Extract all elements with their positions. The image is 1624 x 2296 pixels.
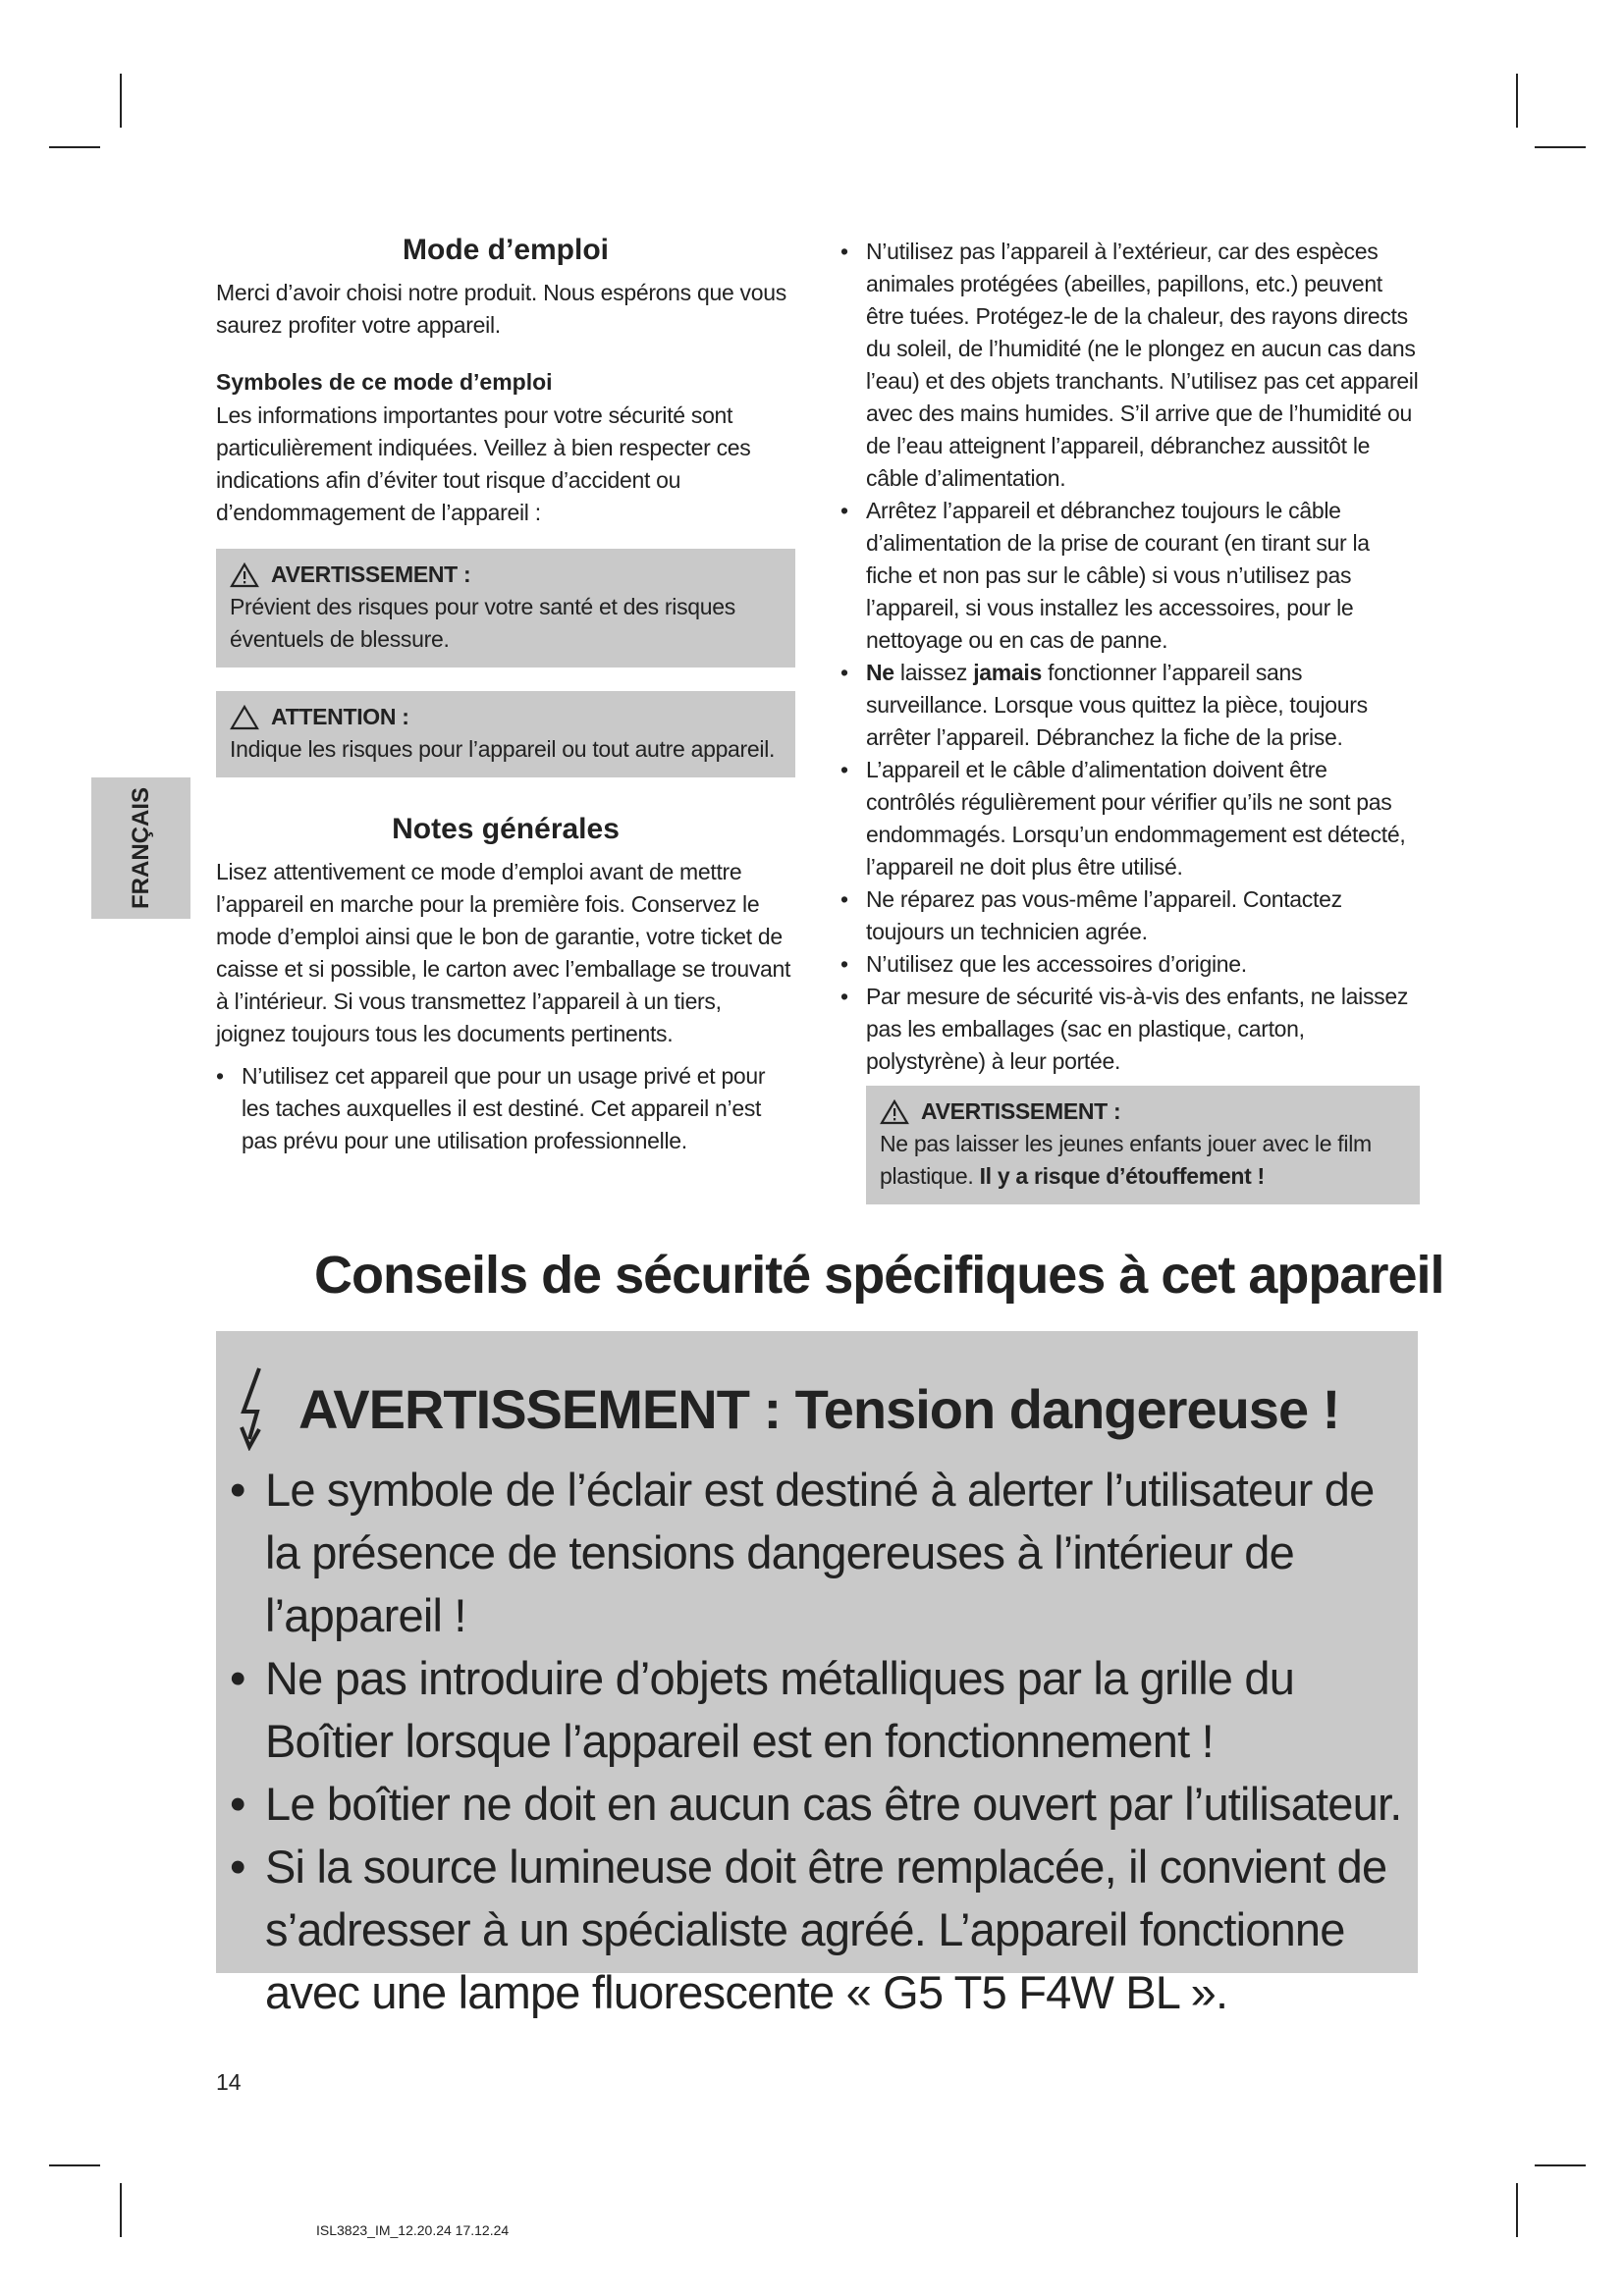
voltage-warning-heading: AVERTISSEMENT : Tension dangereuse !: [298, 1377, 1340, 1440]
list-item: • Le boîtier ne doit en aucun cas être ouvert par l’utilisateur.: [230, 1773, 1408, 1836]
crop-mark: [49, 146, 100, 148]
bullet-mark: •: [840, 239, 848, 264]
notes-title: Notes générales: [392, 813, 620, 845]
bullet-mark: •: [230, 1841, 245, 1893]
symbols-heading: Symboles de ce mode d’emploi: [216, 369, 553, 395]
list-item: • Ne réparez pas vous-même l’appareil. Contactez toujours un technicien agrée.: [840, 883, 1420, 948]
crop-mark: [1535, 146, 1586, 148]
list-item: • N’utilisez cet appareil que pour un usage privé et pour les taches auxquelles il est destiné. Cet appareil n’est pas prévu pour une utilisation professionnelle.: [216, 1060, 795, 1157]
bullet-mark: •: [840, 886, 848, 912]
bullet-mark: •: [840, 660, 848, 685]
list-item: • N’utilisez que les accessoires d’origine.: [840, 948, 1420, 981]
crop-mark: [1516, 74, 1518, 128]
warning-text: Prévient des risques pour votre santé et des risques éventuels de blessure.: [230, 594, 735, 652]
attention-text: Indique les risques pour l’appareil ou tout autre appareil.: [230, 736, 776, 762]
warning-box: [216, 549, 795, 667]
safety-title: Conseils de sécurité spécifiques à cet appareil: [314, 1246, 1444, 1305]
bullet-mark: •: [840, 951, 848, 977]
child-warning-box: [866, 1086, 1420, 1204]
crop-mark: [1535, 2164, 1586, 2166]
list-item: • Le symbole de l’éclair est destiné à alerter l’utilisateur de la présence de tensions dangereuses à l’intérieur de l’appareil !: [230, 1459, 1408, 1647]
crop-mark: [120, 2183, 122, 2237]
voltage-warning-box: [216, 1331, 1418, 2018]
lightning-bolt-icon: [236, 1366, 281, 1451]
crop-mark: [49, 2164, 100, 2166]
safety-bullets: [840, 236, 1420, 1078]
left-column: [216, 234, 795, 1157]
list-item: • Par mesure de sécurité vis-à-vis des enfants, ne laissez pas les emballages (sac en plastique, carton, polystyrène) à leur portée.: [840, 981, 1420, 1078]
attention-box: [216, 691, 795, 777]
warning-triangle-icon: [230, 562, 259, 588]
page-number: 14: [216, 2069, 242, 2095]
attention-triangle-icon: [230, 705, 259, 730]
notes-text: Lisez attentivement ce mode d’emploi avant de mettre l’appareil en marche pour la première fois. Conservez le mode d’emploi ainsi que le bon de garantie, votre ticket de caisse et si possible, le carton avec l’emballage se trouvant à l’intérieur. Si vous transmettez l’appareil à un tiers, joignez toujours tous les documents pertinents.: [216, 859, 791, 1046]
list-item: • Si la source lumineuse doit être remplacée, il convient de s’adresser à un spécialiste agréé. L’appareil fonctionne avec une lampe fluorescente « G5 T5 F4W BL ».: [230, 1836, 1408, 2024]
child-warning-label: AVERTISSEMENT :: [921, 1098, 1121, 1124]
bullet-mark: •: [230, 1464, 245, 1516]
bullet-mark: •: [230, 1652, 245, 1704]
warning-triangle-icon: [880, 1099, 909, 1125]
crop-mark: [1516, 2183, 1518, 2237]
list-item: • N’utilisez pas l’appareil à l’extérieur, car des espèces animales protégées (abeilles, papillons, etc.) peuvent être tuées. Protégez-le de la chaleur, des rayons directs du soleil, de l’humidité (ne le plongez en aucun cas dans l’eau) et des objets tranchants. N’utilisez pas cet appareil avec des mains humides. S’il arrive que de l’humidité ou de l’eau atteignent l’appareil, débranchez aussitôt le câble d’alimentation.: [840, 236, 1420, 495]
right-column: [840, 236, 1420, 1204]
list-item: • Ne laissez jamais fonctionner l’appareil sans surveillance. Lorsque vous quittez la pièce, toujours arrêter l’appareil. Débranchez la fiche de la prise.: [840, 657, 1420, 754]
language-tab-label: FRANÇAIS: [127, 787, 154, 909]
list-item: • L’appareil et le câble d’alimentation doivent être contrôlés régulièrement pour vérifier qu’ils ne sont pas endommagés. Lorsqu’un endommagement est détecté, l’appareil ne doit plus être utilisé.: [840, 754, 1420, 883]
bullet-mark: •: [230, 1778, 245, 1830]
footer-code: ISL3823_IM_12.20.24 17.12.24: [316, 2222, 510, 2238]
child-warning-text: Ne pas laisser les jeunes enfants jouer avec le film plastique. Il y a risque d’étouffement !: [880, 1131, 1372, 1189]
list-item: • Ne pas introduire d’objets métalliques par la grille du Boîtier lorsque l’appareil est en fonctionnement !: [230, 1647, 1408, 1773]
list-item: • Arrêtez l’appareil et débranchez toujours le câble d’alimentation de la prise de courant (en tirant sur la fiche et non pas sur le câble) si vous n’utilisez pas l’appareil, si vous installez les accessoires, pour le nettoyage ou en cas de panne.: [840, 495, 1420, 657]
bullet-mark: •: [840, 498, 848, 523]
notes-bullets: [216, 1060, 795, 1157]
manual-title: Mode d’emploi: [403, 234, 609, 266]
bullet-mark: •: [840, 984, 848, 1009]
crop-mark: [120, 74, 122, 128]
language-tab: [91, 777, 190, 919]
bullet-mark: •: [216, 1063, 224, 1089]
attention-label: ATTENTION :: [271, 704, 409, 729]
symbols-text: Les informations importantes pour votre sécurité sont particulièrement indiquées. Veillez à bien respecter ces indications afin d’éviter tout risque d’accident ou d’endommagement de l’appareil :: [216, 402, 751, 525]
voltage-warning-list: [230, 1459, 1408, 2024]
warning-label: AVERTISSEMENT :: [271, 561, 471, 587]
bullet-mark: •: [840, 757, 848, 782]
intro-text: Merci d’avoir choisi notre produit. Nous espérons que vous saurez profiter votre appareil.: [216, 280, 786, 338]
